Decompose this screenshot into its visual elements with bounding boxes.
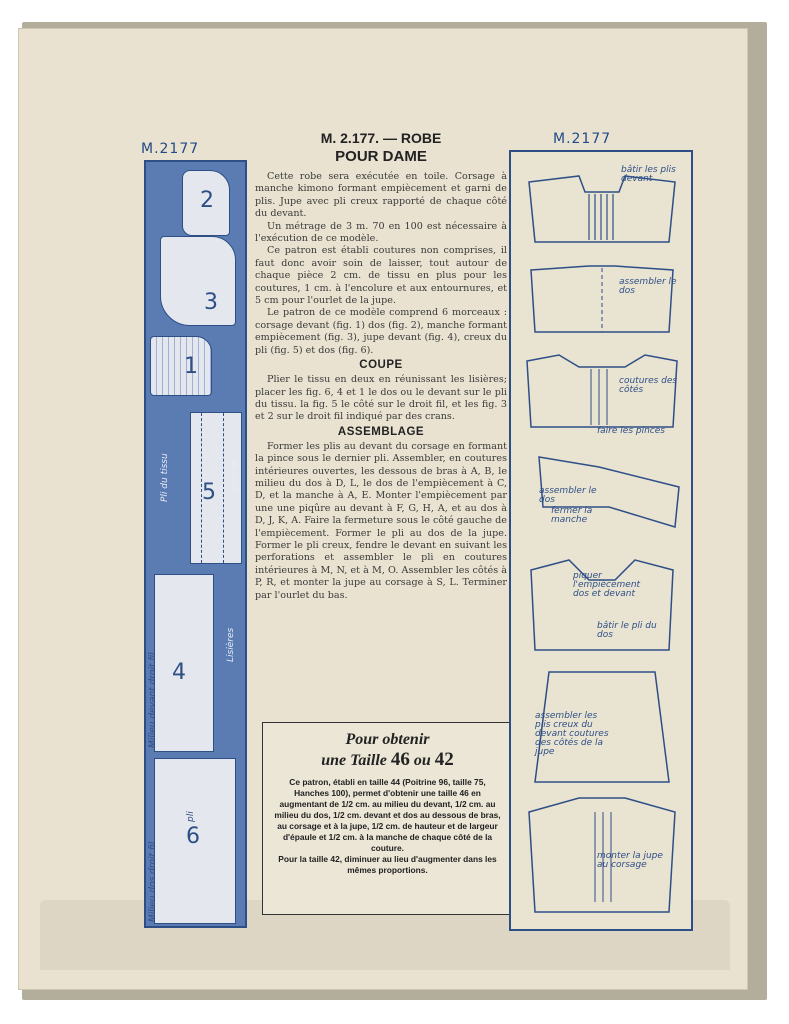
model-subtitle: POUR DAME [335, 148, 427, 165]
instructions-column [255, 130, 507, 602]
pattern-layout-panel [144, 160, 247, 928]
figure-back [519, 260, 685, 340]
piece-1 [150, 336, 212, 396]
note-piquer-empiecement: piquer l'empiècement dos et devant [573, 571, 641, 599]
size-adjustment-box [262, 722, 513, 915]
figure-yoke [519, 550, 685, 660]
size-box-title-2b: ou [409, 752, 435, 769]
size-box-title-2 [273, 749, 502, 771]
pattern-code-right: M.2177 [553, 131, 612, 147]
note-assembler-plis-creux: assembler les plis creux du devant coutures des côtés de la jupe [535, 711, 609, 757]
piece-number-2: 2 [200, 188, 214, 213]
label-droit-fil: droit fil [230, 459, 240, 492]
note-fermer-manche: fermer la manche [551, 506, 593, 525]
label-pli: pli [186, 811, 196, 822]
paragraph-coutures: Ce patron est établi coutures non comprises, il faut donc avoir soin de laisser, tout autour de chaque pièce 2 cm. de tissu en plus pour les coutures, 1 cm. à l'encolure et aux entournures, et 5 cm pour l'ourlet de la jupe. [255, 245, 507, 307]
note-assembler-dos-2: assembler le dos [539, 486, 597, 505]
note-assembler-dos: assembler le dos [619, 277, 677, 296]
coupe-text: Plier le tissu en deux en réunissant les lisières; placer les fig. 6, 4 et 1 le dos ou le devant sur le pli du tissu. la fig. 5 le côté sur le droit fil, et les fig. 3 et 2 sur le droit fil indiqué par des crans. [255, 374, 507, 423]
piece-number-4: 4 [172, 660, 186, 685]
paragraph-morceaux: Le patron de ce modèle comprend 6 morceaux : corsage devant (fig. 1) dos (fig. 2), manche formant empiècement (fig. 3), jupe devant (fig. 4), creux du pli (fig. 5) et dos (fig. 6). [255, 307, 507, 356]
assemblage-heading: ASSEMBLAGE [337, 425, 425, 438]
piece-3 [160, 236, 236, 326]
size-box-title-1: Pour obtenir [345, 731, 430, 748]
piece-number-3: 3 [204, 290, 218, 315]
note-monter-jupe: monter la jupe au corsage [597, 851, 663, 870]
size-box-title-2a: une Taille [321, 752, 391, 769]
note-batir-pli-dos: bâtir le pli du dos [597, 621, 657, 640]
size-46: 46 [390, 749, 410, 770]
size-box-text-2: Pour la taille 42, diminuer au lieu d'augmenter dans les mêmes proportions. [278, 854, 497, 875]
note-coutures-cotes: coutures des côtés [619, 376, 678, 395]
assemblage-text: Former les plis au devant du corsage en formant la pince sous le dernier pli. Assembler, en coutures intérieures ouvertes, les dessous de bras à A, B, le milieu du dos à D, L, le dos de l'empiècement à C, D, et la manche à A, E. Monter l'empiècement par une une piqûre au devant à F, G, H, A, et au dos à D, J, K, A. Faire la fermeture sous le côté gauche de l'empiècement. Former le pli au dos de la jupe. Former le pli creux, fendre le devant en suivant les perforations et assembler le pli en coutures intérieures à M, N, et à M, O. Assembler les côtés à P, R, et monter la jupe au corsage à S, L. Terminer par l'ourlet du bas. [255, 440, 507, 601]
pattern-code-left: M.2177 [141, 141, 200, 157]
label-lisieres: Lisières [226, 627, 236, 662]
coupe-heading: COUPE [359, 359, 403, 372]
piece-number-1: 1 [184, 354, 198, 379]
note-batir-plis: bâtir les plis devant [621, 165, 676, 184]
paragraph-metrage: Un métrage de 3 m. 70 en 100 est nécessaire à l'exécution de ce modèle. [255, 220, 507, 245]
label-pli-du-tissu: Pli du tissu [160, 453, 170, 502]
piece-number-5: 5 [202, 480, 216, 505]
piece-number-6: 6 [186, 824, 200, 849]
label-milieu-dos: Milieu dos droit fil [148, 841, 158, 922]
assembly-figures-panel [509, 150, 693, 931]
label-milieu-devant: Milieu devant droit fil [148, 652, 158, 748]
model-title: M. 2.177. — ROBE [320, 130, 442, 146]
paragraph-description: Cette robe sera exécutée en toile. Corsage à manche kimono formant empiècement et garni de plis. Jupe avec pli creux rapporté de chaque côté du devant. [255, 171, 507, 220]
size-42: 42 [434, 749, 454, 770]
note-faire-pinces: faire les pinces [597, 426, 665, 436]
size-box-text: Ce patron, établi en taille 44 (Poitrine 96, taille 75, Hanches 100), permet d'obtenir une taille 46 en augmentant de 1/2 cm. au milieu du devant, 1/2 cm. au milieu du dos, 1/2 cm. devant et dos au dessous de bras, au corsage et à la jupe, 1/2 cm. de hauteur et de largeur d'épaule et 1/2 cm. à la manche de chaque côté de la couture. [274, 777, 501, 853]
figure-front-pleats [519, 172, 685, 262]
